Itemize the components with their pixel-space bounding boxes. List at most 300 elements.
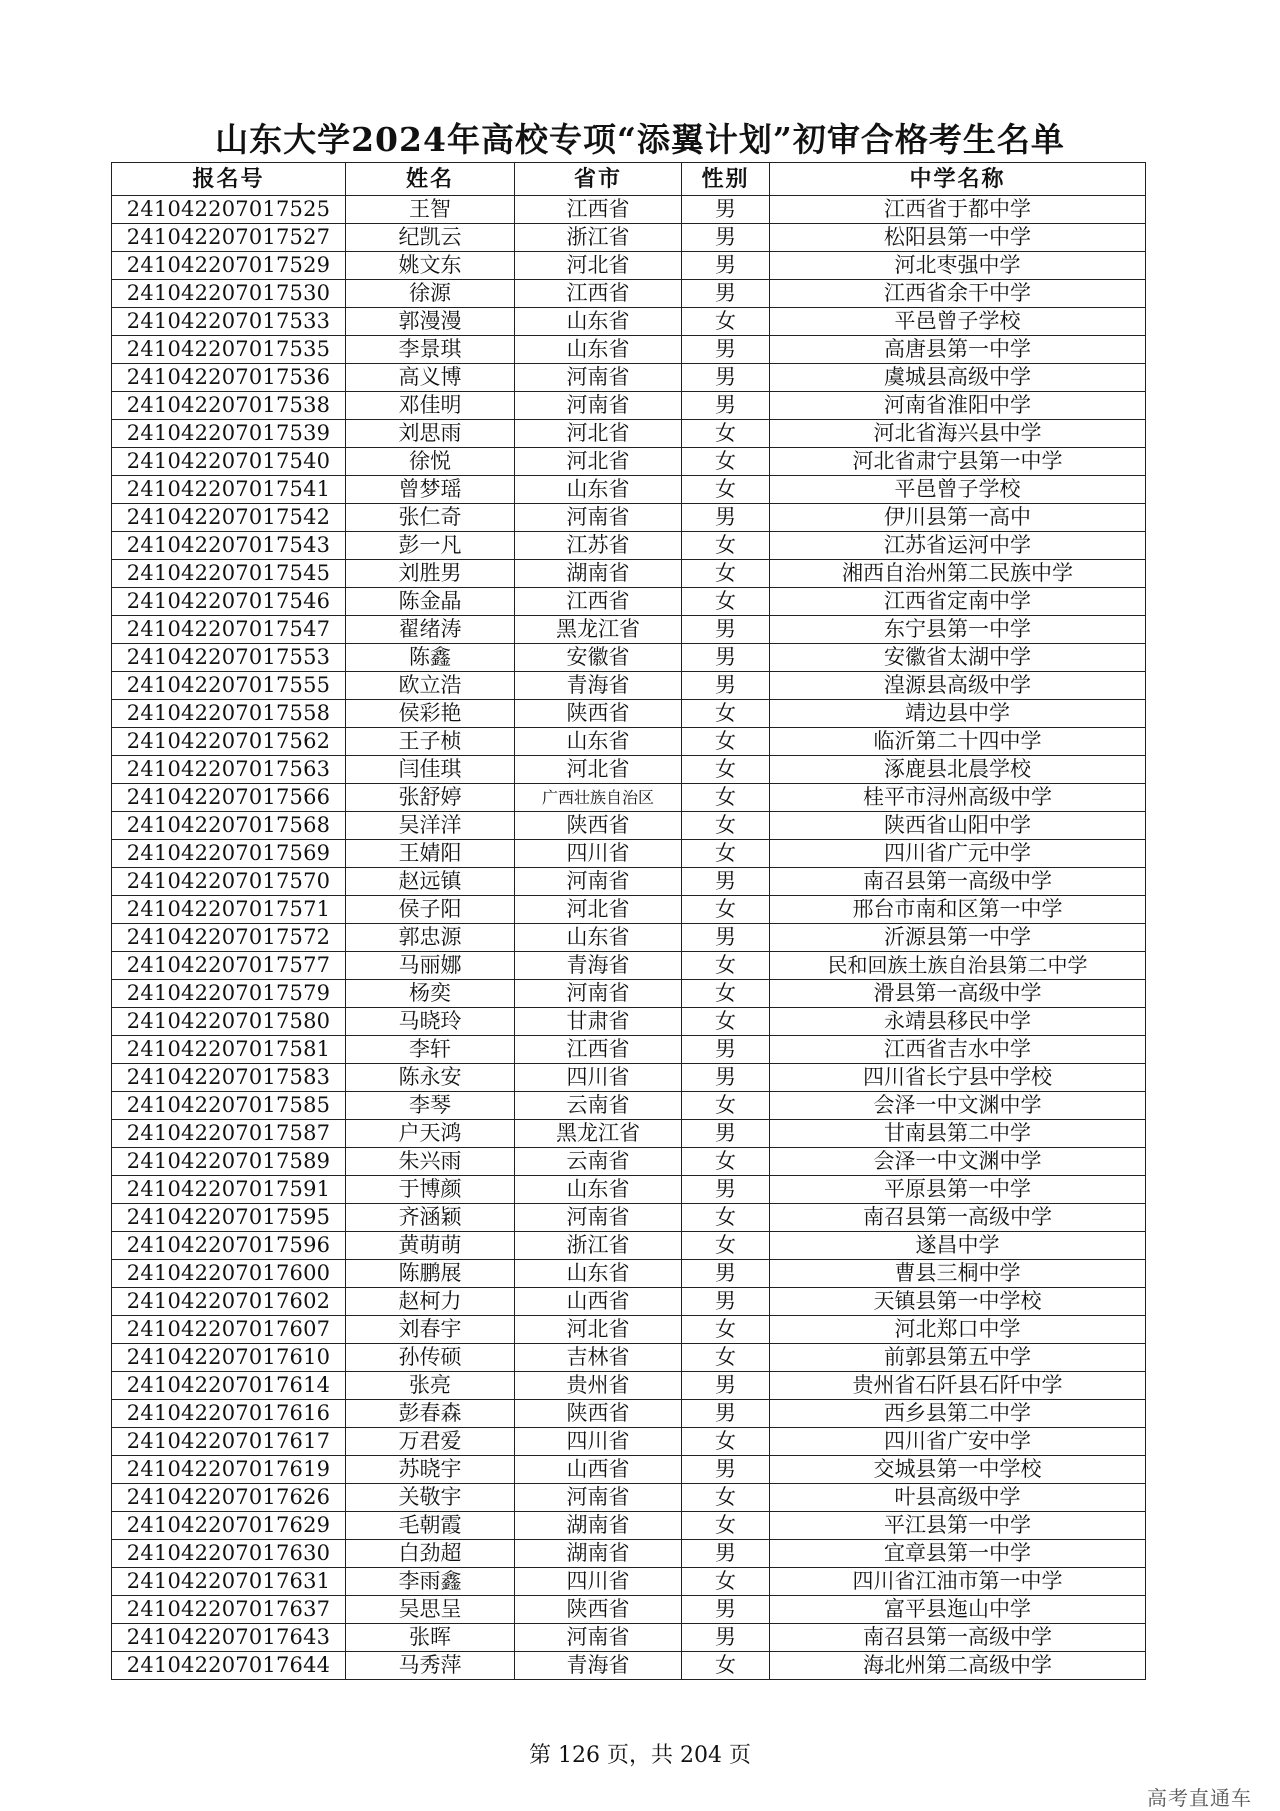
cell-name: 陈金晶 [346,588,515,616]
cell-gender: 女 [682,1344,770,1372]
cell-name: 户天鸿 [346,1120,515,1148]
cell-name: 孙传硕 [346,1344,515,1372]
table-row [112,700,1146,728]
cell-province: 山东省 [515,1176,682,1204]
cell-name: 侯彩艳 [346,700,515,728]
cell-name: 关敬宇 [346,1484,515,1512]
table-row [112,1120,1146,1148]
cell-registration-number: 241042207017619 [112,1456,346,1484]
cell-school: 江西省余干中学 [770,280,1146,308]
cell-school: 平邑曾子学校 [770,308,1146,336]
cell-province: 江苏省 [515,532,682,560]
cell-name: 赵远镇 [346,868,515,896]
cell-province: 陕西省 [515,700,682,728]
cell-school: 河南省淮阳中学 [770,392,1146,420]
cell-registration-number: 241042207017563 [112,756,346,784]
cell-registration-number: 241042207017541 [112,476,346,504]
cell-province: 湖南省 [515,1540,682,1568]
header-registration-number: 报名号 [112,163,346,196]
cell-province: 黑龙江省 [515,616,682,644]
table-row [112,224,1146,252]
cell-gender: 女 [682,308,770,336]
cell-name: 李雨鑫 [346,1568,515,1596]
cell-school: 桂平市浔州高级中学 [770,784,1146,812]
table-row [112,1372,1146,1400]
cell-gender: 女 [682,1484,770,1512]
cell-registration-number: 241042207017555 [112,672,346,700]
cell-gender: 女 [682,952,770,980]
table-row [112,644,1146,672]
cell-name: 齐涵颖 [346,1204,515,1232]
cell-gender: 女 [682,812,770,840]
cell-gender: 女 [682,1204,770,1232]
cell-registration-number: 241042207017617 [112,1428,346,1456]
cell-name: 彭春森 [346,1400,515,1428]
table-row [112,532,1146,560]
cell-registration-number: 241042207017529 [112,252,346,280]
cell-province: 河南省 [515,504,682,532]
cell-registration-number: 241042207017644 [112,1652,346,1680]
table-row [112,196,1146,224]
header-province: 省市 [515,163,682,196]
cell-province: 青海省 [515,672,682,700]
cell-school: 虞城县高级中学 [770,364,1146,392]
cell-registration-number: 241042207017535 [112,336,346,364]
table-row [112,1064,1146,1092]
cell-school: 河北郑口中学 [770,1316,1146,1344]
table-row [112,980,1146,1008]
cell-province: 江西省 [515,1036,682,1064]
cell-registration-number: 241042207017602 [112,1288,346,1316]
cell-gender: 女 [682,840,770,868]
cell-province: 陕西省 [515,1400,682,1428]
table-row [112,448,1146,476]
cell-name: 徐悦 [346,448,515,476]
cell-gender: 男 [682,280,770,308]
cell-registration-number: 241042207017536 [112,364,346,392]
cell-school: 湟源县高级中学 [770,672,1146,700]
header-school: 中学名称 [770,163,1146,196]
cell-gender: 女 [682,728,770,756]
cell-school: 安徽省太湖中学 [770,644,1146,672]
cell-registration-number: 241042207017542 [112,504,346,532]
cell-school: 南召县第一高级中学 [770,1624,1146,1652]
cell-name: 李轩 [346,1036,515,1064]
cell-registration-number: 241042207017566 [112,784,346,812]
cell-registration-number: 241042207017637 [112,1596,346,1624]
cell-registration-number: 241042207017600 [112,1260,346,1288]
cell-name: 刘胜男 [346,560,515,588]
cell-registration-number: 241042207017527 [112,224,346,252]
cell-gender: 男 [682,672,770,700]
cell-name: 张亮 [346,1372,515,1400]
cell-name: 郭漫漫 [346,308,515,336]
cell-registration-number: 241042207017580 [112,1008,346,1036]
table-row [112,392,1146,420]
page-number: 第 126 页，共 204 页 [529,1743,751,1768]
table-row [112,728,1146,756]
cell-province: 河北省 [515,448,682,476]
cell-province: 湖南省 [515,1512,682,1540]
cell-gender: 女 [682,756,770,784]
cell-gender: 女 [682,1316,770,1344]
cell-province: 云南省 [515,1148,682,1176]
cell-gender: 男 [682,1372,770,1400]
table-row [112,1428,1146,1456]
cell-registration-number: 241042207017553 [112,644,346,672]
cell-school: 交城县第一中学校 [770,1456,1146,1484]
cell-province: 四川省 [515,1064,682,1092]
cell-province: 河北省 [515,1316,682,1344]
table-row [112,784,1146,812]
table-row [112,812,1146,840]
cell-school: 叶县高级中学 [770,1484,1146,1512]
table-row [112,280,1146,308]
cell-gender: 女 [682,1512,770,1540]
cell-school: 西乡县第二中学 [770,1400,1146,1428]
cell-registration-number: 241042207017581 [112,1036,346,1064]
cell-school: 沂源县第一中学 [770,924,1146,952]
table-row [112,896,1146,924]
table-row [112,1204,1146,1232]
cell-province: 山东省 [515,476,682,504]
cell-province: 河北省 [515,252,682,280]
cell-name: 陈永安 [346,1064,515,1092]
cell-school: 民和回族土族自治县第二中学 [770,952,1146,980]
cell-name: 张晖 [346,1624,515,1652]
cell-gender: 男 [682,224,770,252]
cell-name: 万君爱 [346,1428,515,1456]
cell-school: 会泽一中文渊中学 [770,1148,1146,1176]
cell-province: 河南省 [515,868,682,896]
cell-registration-number: 241042207017629 [112,1512,346,1540]
cell-province: 湖南省 [515,560,682,588]
table-row [112,1344,1146,1372]
table-row [112,1512,1146,1540]
cell-name: 陈鑫 [346,644,515,672]
table-row [112,1568,1146,1596]
cell-province: 河北省 [515,896,682,924]
table-row [112,420,1146,448]
cell-school: 四川省广安中学 [770,1428,1146,1456]
cell-school: 前郭县第五中学 [770,1344,1146,1372]
cell-registration-number: 241042207017630 [112,1540,346,1568]
cell-registration-number: 241042207017569 [112,840,346,868]
cell-gender: 女 [682,896,770,924]
cell-school: 滑县第一高级中学 [770,980,1146,1008]
cell-school: 江西省于都中学 [770,196,1146,224]
cell-registration-number: 241042207017571 [112,896,346,924]
cell-school: 邢台市南和区第一中学 [770,896,1146,924]
cell-school: 永靖县移民中学 [770,1008,1146,1036]
cell-name: 高义博 [346,364,515,392]
cell-name: 欧立浩 [346,672,515,700]
table-row [112,1008,1146,1036]
table-row [112,1652,1146,1680]
cell-province: 浙江省 [515,224,682,252]
cell-name: 苏晓宇 [346,1456,515,1484]
cell-name: 张舒婷 [346,784,515,812]
cell-gender: 男 [682,616,770,644]
table-row [112,1260,1146,1288]
cell-gender: 女 [682,700,770,728]
cell-province: 河北省 [515,420,682,448]
table-row [112,1148,1146,1176]
cell-province: 山西省 [515,1456,682,1484]
cell-registration-number: 241042207017540 [112,448,346,476]
cell-registration-number: 241042207017539 [112,420,346,448]
cell-province: 广西壮族自治区 [515,784,682,812]
cell-school: 涿鹿县北晨学校 [770,756,1146,784]
table-row [112,756,1146,784]
cell-name: 朱兴雨 [346,1148,515,1176]
watermark: 高考直通车 [1147,1786,1252,1810]
cell-registration-number: 241042207017595 [112,1204,346,1232]
table-row [112,1092,1146,1120]
table-row [112,1540,1146,1568]
cell-name: 翟绪涛 [346,616,515,644]
cell-gender: 男 [682,1596,770,1624]
cell-gender: 男 [682,392,770,420]
cell-gender: 女 [682,1008,770,1036]
cell-school: 陕西省山阳中学 [770,812,1146,840]
cell-province: 山东省 [515,924,682,952]
table-row [112,1232,1146,1260]
cell-registration-number: 241042207017583 [112,1064,346,1092]
cell-gender: 男 [682,1400,770,1428]
cell-gender: 女 [682,784,770,812]
cell-name: 陈鹏展 [346,1260,515,1288]
cell-gender: 女 [682,560,770,588]
cell-name: 李景琪 [346,336,515,364]
cell-registration-number: 241042207017607 [112,1316,346,1344]
cell-registration-number: 241042207017614 [112,1372,346,1400]
cell-registration-number: 241042207017610 [112,1344,346,1372]
cell-gender: 男 [682,252,770,280]
cell-school: 宜章县第一中学 [770,1540,1146,1568]
table-row [112,308,1146,336]
cell-province: 山东省 [515,336,682,364]
cell-name: 邓佳明 [346,392,515,420]
table-row [112,924,1146,952]
cell-school: 江西省吉水中学 [770,1036,1146,1064]
cell-registration-number: 241042207017579 [112,980,346,1008]
cell-gender: 女 [682,1568,770,1596]
cell-gender: 男 [682,1456,770,1484]
cell-province: 青海省 [515,952,682,980]
cell-name: 刘思雨 [346,420,515,448]
cell-gender: 男 [682,1288,770,1316]
cell-name: 曾梦瑶 [346,476,515,504]
cell-school: 平江县第一中学 [770,1512,1146,1540]
cell-registration-number: 241042207017525 [112,196,346,224]
table-row [112,868,1146,896]
cell-name: 王智 [346,196,515,224]
cell-name: 杨奕 [346,980,515,1008]
cell-name: 纪凯云 [346,224,515,252]
cell-name: 李琴 [346,1092,515,1120]
cell-province: 河北省 [515,756,682,784]
cell-school: 会泽一中文渊中学 [770,1092,1146,1120]
cell-gender: 男 [682,1176,770,1204]
table-row [112,1624,1146,1652]
cell-registration-number: 241042207017562 [112,728,346,756]
page-title: 山东大学2024年高校专项“添翼计划”初审合格考生名单 [215,120,1065,159]
cell-name: 吴洋洋 [346,812,515,840]
cell-name: 赵柯力 [346,1288,515,1316]
cell-registration-number: 241042207017533 [112,308,346,336]
cell-school: 四川省长宁县中学校 [770,1064,1146,1092]
table-row [112,1176,1146,1204]
cell-name: 王子桢 [346,728,515,756]
cell-province: 黑龙江省 [515,1120,682,1148]
cell-province: 山东省 [515,1260,682,1288]
cell-name: 刘春宇 [346,1316,515,1344]
cell-school: 伊川县第一高中 [770,504,1146,532]
cell-province: 河南省 [515,980,682,1008]
cell-gender: 男 [682,1120,770,1148]
cell-province: 河南省 [515,1204,682,1232]
cell-registration-number: 241042207017585 [112,1092,346,1120]
table-row [112,476,1146,504]
cell-school: 曹县三桐中学 [770,1260,1146,1288]
cell-province: 青海省 [515,1652,682,1680]
table-row [112,840,1146,868]
cell-gender: 男 [682,504,770,532]
cell-province: 四川省 [515,1568,682,1596]
cell-name: 马丽娜 [346,952,515,980]
cell-gender: 女 [682,532,770,560]
cell-name: 彭一凡 [346,532,515,560]
cell-gender: 男 [682,1260,770,1288]
cell-gender: 男 [682,1064,770,1092]
table-header-row [112,163,1146,196]
table-row [112,560,1146,588]
cell-name: 郭忠源 [346,924,515,952]
cell-registration-number: 241042207017570 [112,868,346,896]
cell-registration-number: 241042207017616 [112,1400,346,1428]
cell-gender: 女 [682,476,770,504]
cell-school: 南召县第一高级中学 [770,1204,1146,1232]
cell-school: 四川省江油市第一中学 [770,1568,1146,1596]
cell-school: 富平县迤山中学 [770,1596,1146,1624]
cell-name: 白劲超 [346,1540,515,1568]
cell-province: 吉林省 [515,1344,682,1372]
cell-name: 张仁奇 [346,504,515,532]
cell-school: 河北枣强中学 [770,252,1146,280]
cell-registration-number: 241042207017587 [112,1120,346,1148]
cell-gender: 女 [682,1428,770,1456]
table-row [112,616,1146,644]
cell-school: 靖边县中学 [770,700,1146,728]
cell-gender: 男 [682,336,770,364]
cell-gender: 男 [682,1036,770,1064]
table-body [112,196,1146,1680]
cell-school: 南召县第一高级中学 [770,868,1146,896]
cell-gender: 女 [682,1092,770,1120]
cell-name: 吴思呈 [346,1596,515,1624]
cell-province: 江西省 [515,196,682,224]
table-row [112,1596,1146,1624]
table-row [112,1400,1146,1428]
cell-registration-number: 241042207017631 [112,1568,346,1596]
cell-gender: 女 [682,420,770,448]
cell-school: 平邑曾子学校 [770,476,1146,504]
cell-school: 湘西自治州第二民族中学 [770,560,1146,588]
table-row [112,504,1146,532]
cell-province: 河南省 [515,1624,682,1652]
cell-province: 陕西省 [515,1596,682,1624]
cell-registration-number: 241042207017568 [112,812,346,840]
cell-gender: 男 [682,644,770,672]
cell-registration-number: 241042207017572 [112,924,346,952]
cell-gender: 女 [682,1232,770,1260]
cell-gender: 男 [682,868,770,896]
cell-gender: 女 [682,1148,770,1176]
table-row [112,252,1146,280]
cell-registration-number: 241042207017643 [112,1624,346,1652]
cell-school: 贵州省石阡县石阡中学 [770,1372,1146,1400]
cell-school: 河北省海兴县中学 [770,420,1146,448]
cell-registration-number: 241042207017545 [112,560,346,588]
cell-school: 海北州第二高级中学 [770,1652,1146,1680]
cell-registration-number: 241042207017589 [112,1148,346,1176]
cell-gender: 女 [682,448,770,476]
cell-province: 河南省 [515,364,682,392]
cell-gender: 男 [682,1624,770,1652]
cell-province: 山东省 [515,308,682,336]
cell-registration-number: 241042207017596 [112,1232,346,1260]
cell-registration-number: 241042207017577 [112,952,346,980]
cell-school: 江苏省运河中学 [770,532,1146,560]
cell-registration-number: 241042207017547 [112,616,346,644]
cell-registration-number: 241042207017558 [112,700,346,728]
cell-school: 临沂第二十四中学 [770,728,1146,756]
table-row [112,1036,1146,1064]
cell-province: 山西省 [515,1288,682,1316]
cell-registration-number: 241042207017626 [112,1484,346,1512]
cell-school: 高唐县第一中学 [770,336,1146,364]
cell-school: 甘南县第二中学 [770,1120,1146,1148]
cell-name: 侯子阳 [346,896,515,924]
cell-school: 天镇县第一中学校 [770,1288,1146,1316]
table-row [112,1316,1146,1344]
table-row [112,1288,1146,1316]
cell-province: 四川省 [515,1428,682,1456]
table-row [112,1484,1146,1512]
cell-school: 河北省肃宁县第一中学 [770,448,1146,476]
cell-gender: 女 [682,980,770,1008]
cell-name: 闫佳琪 [346,756,515,784]
cell-province: 云南省 [515,1092,682,1120]
cell-name: 马秀萍 [346,1652,515,1680]
cell-gender: 男 [682,196,770,224]
cell-name: 毛朝霞 [346,1512,515,1540]
table-row [112,364,1146,392]
cell-registration-number: 241042207017543 [112,532,346,560]
cell-school: 平原县第一中学 [770,1176,1146,1204]
table-row [112,952,1146,980]
cell-province: 河南省 [515,1484,682,1512]
cell-province: 江西省 [515,280,682,308]
cell-gender: 女 [682,588,770,616]
cell-province: 甘肃省 [515,1008,682,1036]
header-gender: 性别 [682,163,770,196]
cell-gender: 男 [682,1540,770,1568]
cell-registration-number: 241042207017591 [112,1176,346,1204]
cell-school: 四川省广元中学 [770,840,1146,868]
cell-gender: 男 [682,924,770,952]
